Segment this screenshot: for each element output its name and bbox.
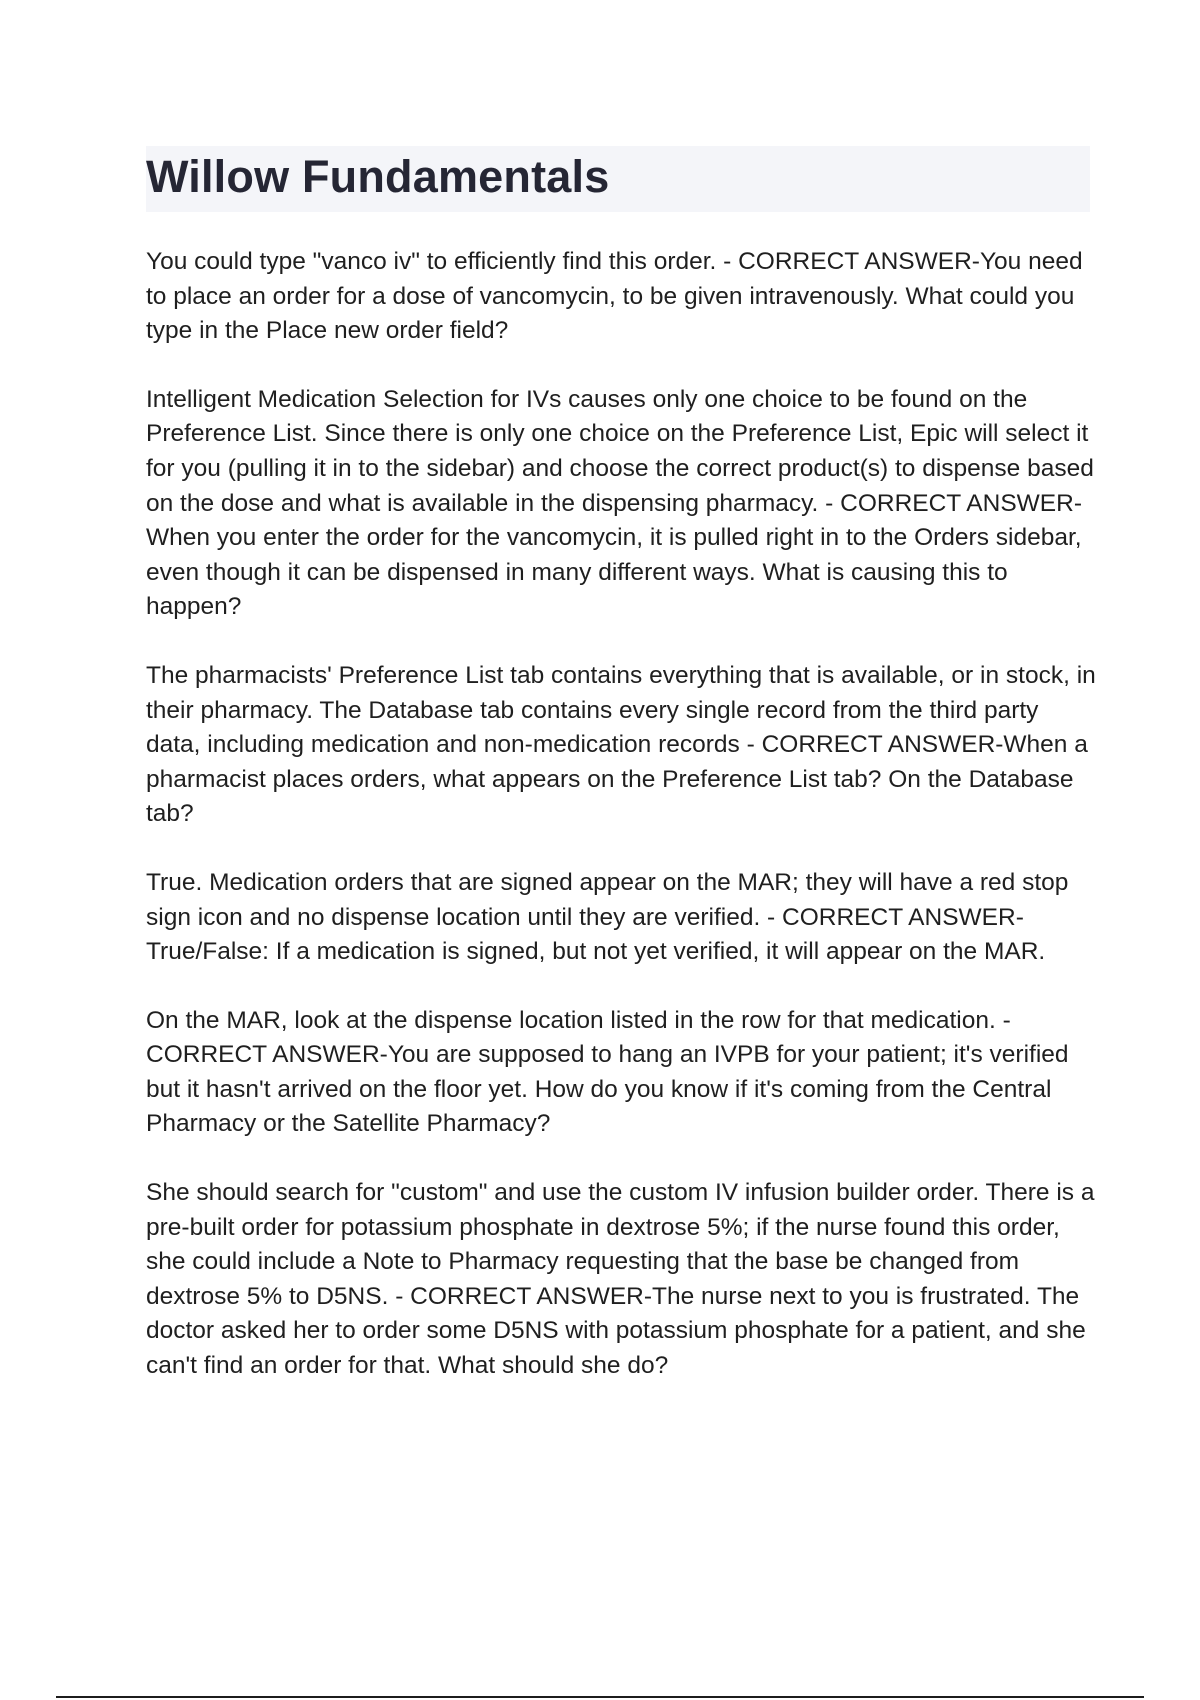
qa-item-2: Intelligent Medication Selection for IVs causes only one choice to be found on the Preference List. Since there is only one choice on the Preference List, Epic will select it for you (pulling it in to the sidebar) and choose the correct product(s) to dispense based on the dose and what is available in the dispensing pharmacy. - CORRECT ANSWER-When you enter the order for the vancomycin, it is pulled right in to the Orders sidebar, even though it can be dispensed in many different ways. What is causing this to happen? <box>146 385 1094 621</box>
footer-divider <box>56 1696 1144 1698</box>
qa-item-6: She should search for "custom" and use the custom IV infusion builder order. There is a pre-built order for potassium phosphate in dextrose 5%; if the nurse found this order, she could include a Note to Pharmacy requesting that the base be changed from dextrose 5% to D5NS. - CORRECT ANSWER-The nurse next to you is frustrated. The doctor asked her to order some D5NS with potassium phosphate for a patient, and she can't find an order for that. What should she do? <box>146 1179 1095 1380</box>
qa-item-3: The pharmacists' Preference List tab contains everything that is available, or in stock, in their pharmacy. The Database tab contains every single record from the third party data, including medication and non-medication records - CORRECT ANSWER-When a pharmacist places orders, what appears on the Preference List tab? On the Database tab? <box>146 661 1096 828</box>
qa-item-5: On the MAR, look at the dispense location listed in the row for that medication. - CORRECT ANSWER-You are supposed to hang an IVPB for your patient; it's verified but it hasn't arrived on the floor yet. How do you know if it's coming from the Central Pharmacy or the Satellite Pharmacy? <box>146 1006 1069 1138</box>
qa-item-4: True. Medication orders that are signed appear on the MAR; they will have a red stop sign icon and no dispense location until they are verified. - CORRECT ANSWER-True/False: If a medication is signed, but not yet verified, it will appear on the MAR. <box>146 868 1069 966</box>
page-title: Willow Fundamentals <box>146 151 610 202</box>
qa-item-1: You could type "vanco iv" to efficiently find this order. - CORRECT ANSWER-You need to place an order for a dose of vancomycin, to be given intravenously. What could you type in the Place new order field? <box>146 248 1083 345</box>
qa-list <box>146 245 1096 1418</box>
title-banner <box>146 146 1090 212</box>
